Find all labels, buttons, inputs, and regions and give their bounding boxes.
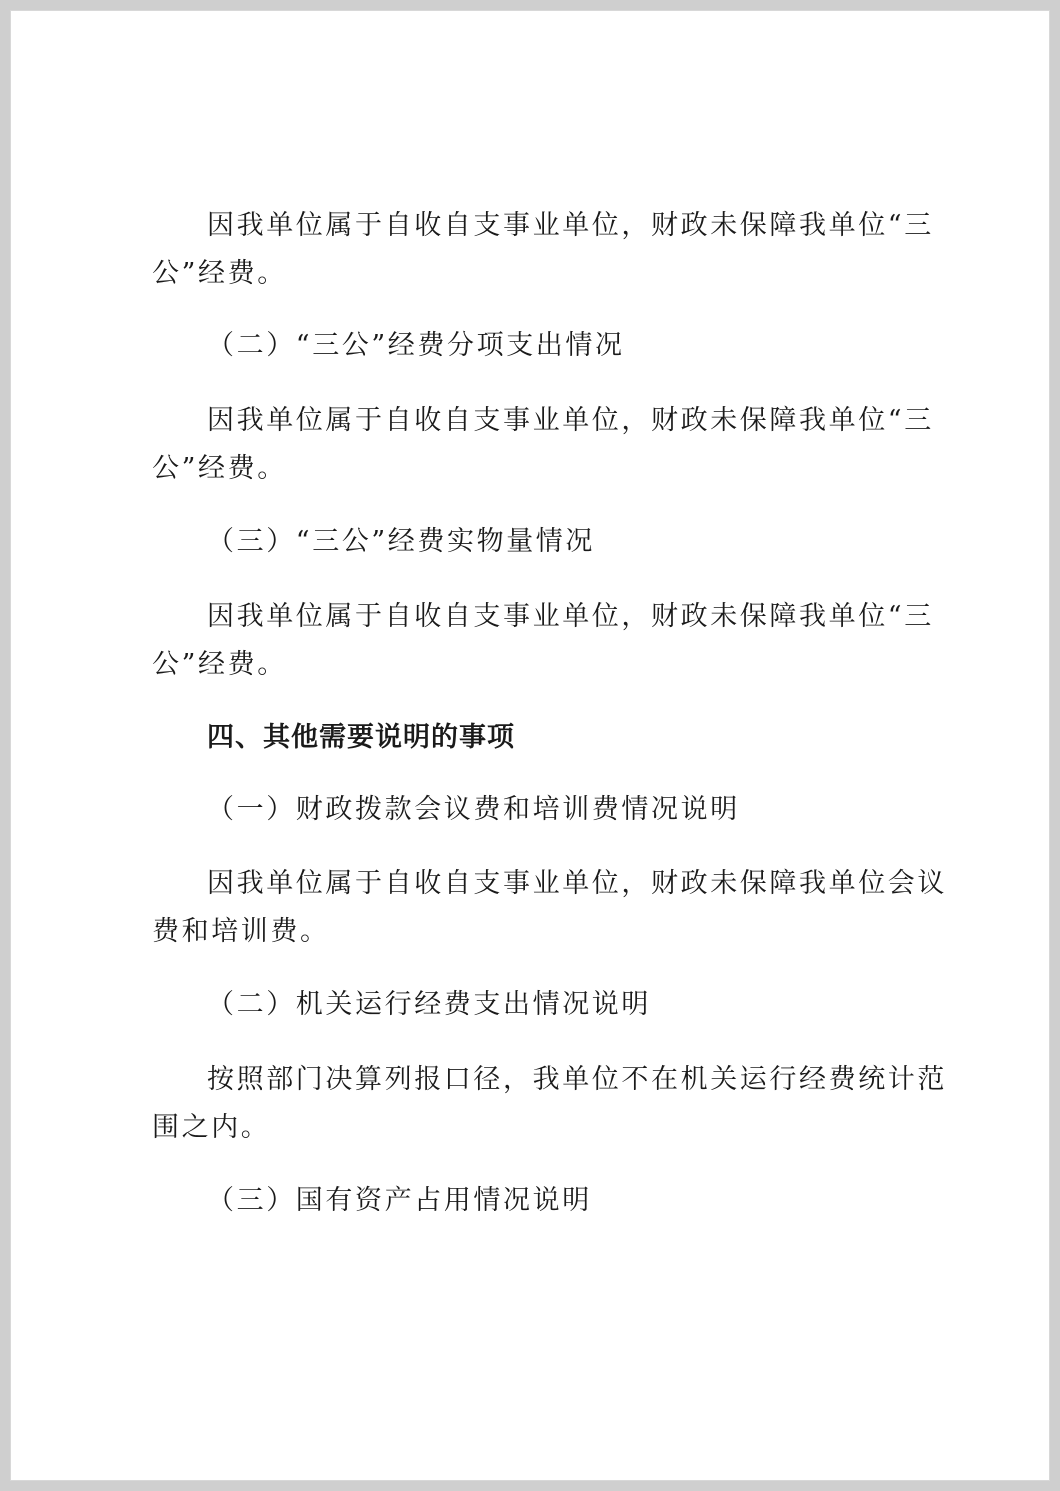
paragraph-line: 因我单位属于自收自支事业单位，财政未保障我单位“三 — [207, 210, 934, 241]
section-heading: 四、其他需要说明的事项 — [207, 722, 515, 753]
paragraph-line: 因我单位属于自收自支事业单位，财政未保障我单位“三 — [207, 601, 934, 632]
section-subheading: （一）财政拨款会议费和培训费情况说明 — [207, 794, 740, 825]
paragraph-line: 因我单位属于自收自支事业单位，财政未保障我单位会议 — [207, 868, 947, 899]
paragraph-line: 公”经费。 — [152, 258, 287, 289]
paragraph-line: 公”经费。 — [152, 649, 287, 680]
paragraph-line: 围之内。 — [152, 1112, 271, 1143]
paragraph-line: 公”经费。 — [152, 453, 287, 484]
section-subheading: （三）国有资产占用情况说明 — [207, 1185, 592, 1216]
section-subheading: （二）机关运行经费支出情况说明 — [207, 989, 651, 1020]
paragraph-line: 费和培训费。 — [152, 916, 330, 947]
section-subheading: （三）“三公”经费实物量情况 — [207, 526, 596, 557]
section-subheading: （二）“三公”经费分项支出情况 — [207, 330, 625, 361]
document-page — [10, 10, 1050, 1481]
paragraph-line: 按照部门决算列报口径，我单位不在机关运行经费统计范 — [207, 1064, 947, 1095]
paragraph-line: 因我单位属于自收自支事业单位，财政未保障我单位“三 — [207, 405, 934, 436]
